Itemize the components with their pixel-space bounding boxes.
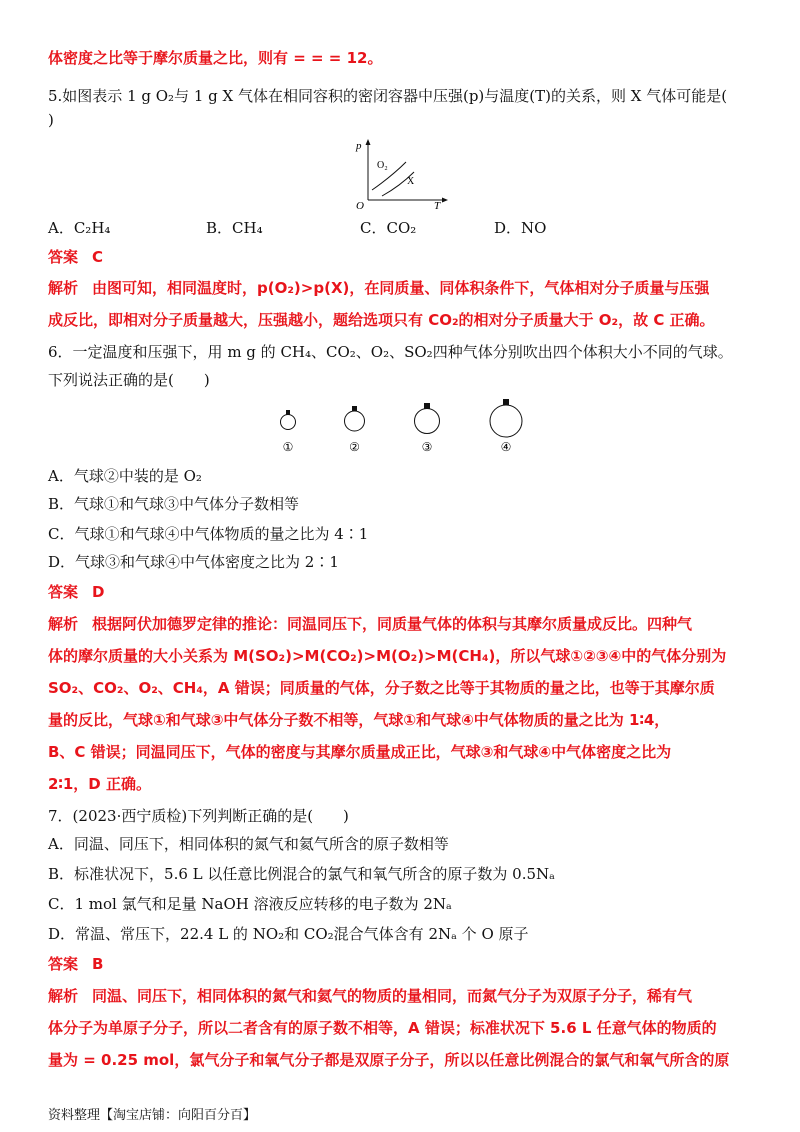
q6-stem-line-2: 下列说法正确的是( ) (48, 371, 210, 389)
q6-analysis-line-6: 2∶1，D 正确。 (48, 775, 151, 793)
q5-analysis-line-2: 成反比，即相对分子质量越大，压强越小，题给选项只有 CO₂的相对分子质量大于 O₂，故 C 正确。 (48, 311, 715, 329)
balloon-label-3: ③ (421, 440, 433, 454)
q6-option-c: C．气球①和气球④中气体物质的量之比为 4∶1 (48, 525, 369, 543)
q5-analysis-label: 解析 (48, 279, 79, 297)
q5-curve-label-x: X (407, 176, 415, 187)
q7-answer-value: B (92, 955, 104, 973)
q6-answer-value: D (92, 583, 105, 601)
q6-answer (48, 582, 104, 602)
q6-option-b: B．气球①和气球③中气体分子数相等 (48, 495, 300, 513)
q7-option-a: A．同温、同压下，相同体积的氮气和氦气所含的原子数相等 (48, 835, 449, 853)
balloon-1 (281, 410, 296, 430)
q7-option-d: D．常温、常压下，22.4 L 的 NO₂和 CO₂混合气体含有 2Nₐ 个 O 原子 (48, 925, 529, 943)
balloon-label-2: ② (349, 440, 360, 454)
balloon-4 (490, 399, 522, 437)
q5-axis-label-p: p (356, 140, 362, 152)
previous-analysis-tail: 体密度之比等于摩尔质量之比，则有 = = = 12。 (48, 49, 383, 67)
q7-option-c: C．1 mol 氯气和足量 NaOH 溶液反应转移的电子数为 2Nₐ (48, 895, 452, 913)
q5-option-b: B．CH₄ (206, 219, 263, 237)
q6-option-d: D．气球③和气球④中气体密度之比为 2∶1 (48, 553, 339, 571)
q7-option-b: B．标准状况下，5.6 L 以任意比例混合的氯气和氧气所含的原子数为 0.5Nₐ (48, 865, 555, 883)
q5-answer-label: 答案 (48, 248, 79, 266)
balloon-label-4: ④ (500, 440, 512, 454)
q7-answer (48, 954, 103, 974)
q7-analysis-line-1: 解析 同温、同压下，相同体积的氮气和氦气的物质的量相同，而氮气分子为双原子分子，稀有气 (48, 987, 693, 1005)
page-footer: 资料整理【淘宝店铺：向阳百分百】 (48, 1108, 257, 1123)
q5-analysis-line-1: 解析 由图可知，相同温度时，p(O₂)>p(X)，在同质量、同体积条件下，气体相对分子质量与压强 (48, 279, 710, 297)
q5-curve-label-o2: O₂ (377, 160, 388, 171)
q7-analysis-label: 解析 (48, 987, 79, 1005)
q5-pressure-temperature-graph (352, 138, 452, 210)
q5-option-a: A．C₂H₄ (48, 219, 111, 237)
q6-balloons-figure (276, 398, 526, 458)
q6-analysis-line-1: 解析 根据阿伏加德罗定律的推论：同温同压下，同质量气体的体积与其摩尔质量成反比。四种气 (48, 615, 693, 633)
balloon-3 (415, 403, 440, 434)
q7-analysis-line-3: 量为 = 0.25 mol，氯气分子和氧气分子都是双原子分子，所以以任意比例混合的氯气和氧气所含的原 (48, 1051, 730, 1069)
q7-stem: 7．(2023·西宁质检)下列判断正确的是( ) (48, 807, 349, 825)
q6-answer-label: 答案 (48, 583, 79, 601)
q5-answer-value: C (92, 248, 104, 266)
q5-option-d: D．NO (494, 219, 547, 237)
q5-options (48, 218, 546, 238)
q5-stem-line-1: 5.如图表示 1 g O₂与 1 g X 气体在相同容积的密闭容器中压强(p)与温度(T)的关系，则 X 气体可能是( (48, 87, 728, 105)
balloon-label-1: ① (282, 440, 294, 454)
q6-analysis-line-4: 量的反比，气球①和气球③中气体分子数不相等，气球①和气球④中气体物质的量之比为 1∶4， (48, 711, 670, 729)
balloon-2 (345, 406, 365, 431)
q7-analysis-line-2: 体分子为单原子分子，所以二者含有的原子数不相等，A 错误；标准状况下 5.6 L 任意气体的物质的 (48, 1019, 717, 1037)
q6-analysis-line-2: 体的摩尔质量的大小关系为 M(SO₂)>M(CO₂)>M(O₂)>M(CH₄)，所以气球①②③④中的气体分别为 (48, 647, 727, 665)
q5-answer (48, 247, 103, 267)
q6-analysis-label: 解析 (48, 615, 79, 633)
q5-option-c: C．CO₂ (360, 219, 417, 237)
q5-stem-line-2: ) (48, 111, 54, 129)
q5-axis-label-t: T (434, 200, 441, 210)
q6-stem-line-1: 6．一定温度和压强下，用 m g 的 CH₄、CO₂、O₂、SO₂四种气体分别吹出四个体积大小不同的气球。 (48, 343, 733, 361)
q7-answer-label: 答案 (48, 955, 79, 973)
q5-origin-label: O (356, 200, 364, 210)
q6-analysis-line-5: B、C 错误；同温同压下，气体的密度与其摩尔质量成正比，气球③和气球④中气体密度之比为 (48, 743, 672, 761)
q6-option-a: A．气球②中装的是 O₂ (48, 467, 202, 485)
q6-analysis-line-3: SO₂、CO₂、O₂、CH₄，A 错误；同质量的气体，分子数之比等于其物质的量之比，也等于其摩尔质 (48, 679, 715, 697)
